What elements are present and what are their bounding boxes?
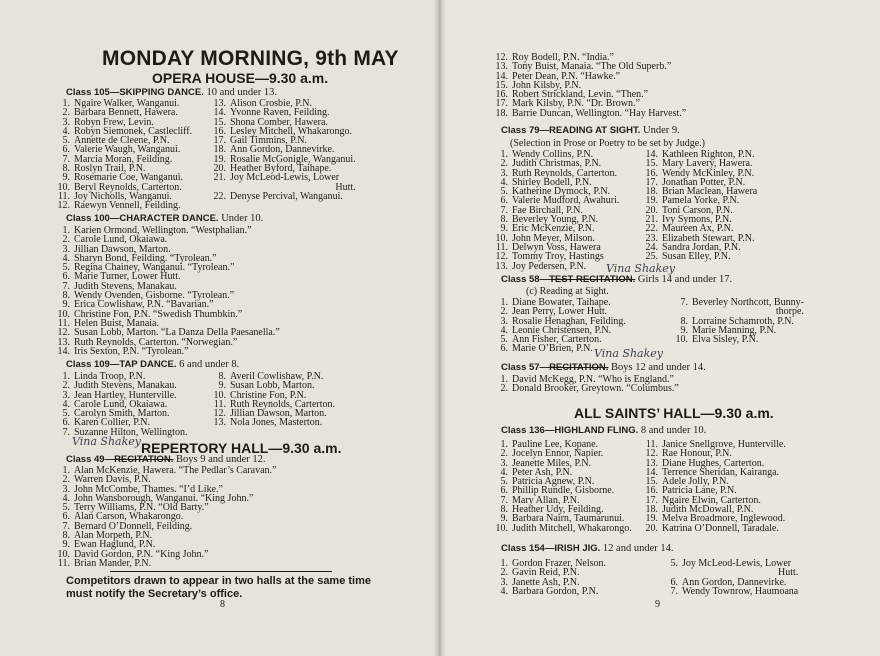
list-item: 1. Gordon Frazer, Nelson. <box>500 558 607 569</box>
list-item: 4. John Wansborough, Wanganui. “King John.” <box>62 492 254 504</box>
list-item: 7. Bernard O’Donnell, Feilding. <box>62 520 193 532</box>
class-79-list-right <box>642 150 757 262</box>
list-item: 1. David McKegg, P.N. “Who is England.” <box>500 374 674 385</box>
list-item: 21. Joy McLeod-Lewis, Lower <box>213 172 340 184</box>
list-item: 4. Sharyn Bond, Feilding. “Tyrolean.” <box>62 252 217 264</box>
list-item: 13. Nola Jones, Masterton. <box>213 417 323 429</box>
list-item: 2. Jean Perry, Lower Hutt. <box>500 306 608 318</box>
class-105-list-left <box>54 99 192 211</box>
list-item: Hutt. <box>335 181 356 193</box>
list-item: 3. Rosalie Henaghan, Feilding. <box>500 315 626 327</box>
list-item: 6. Karen Collier, P.N. <box>62 417 150 429</box>
list-item: 11. Delwyn Voss, Hawera <box>495 241 601 253</box>
list-item: 16. Lesley Mitchell, Whakarongo. <box>213 125 353 137</box>
list-item: 25. Susan Elley, P.N. <box>645 251 731 263</box>
list-item: 9. Ewan Haglund, P.N. <box>62 539 156 551</box>
list-item: 10. Christine Fon, P.N. “Swedish Thumbkin.” <box>57 308 243 320</box>
list-item: 3. Jeanette Miles, P.N. <box>500 457 592 469</box>
list-item: 9. Barbara Nairn, Taumarunui. <box>500 513 625 525</box>
list-item: 4. Barbara Gordon, P.N. <box>500 585 599 597</box>
class-100-list <box>54 226 280 356</box>
list-item: 5. Katherine Dymock, P.N. <box>500 186 611 198</box>
list-item: 20. Heather Byford, Taihape. <box>213 163 332 175</box>
list-item: 12. Raewyn Vennell, Feilding. <box>57 200 181 212</box>
list-item: 17. Gail Timmins, P.N. <box>213 135 307 147</box>
list-item: 13. Tony Buist, Manaia. “The Old Superb.” <box>495 61 672 73</box>
list-item: thorpe. <box>775 306 804 318</box>
list-item: 15. John Kilsby, P.N. <box>495 79 582 91</box>
handwritten-signature: Vina Shakey <box>594 347 663 360</box>
class-154-list-left <box>492 559 606 596</box>
list-item: 11. Ruth Reynolds, Carterton. <box>213 398 335 410</box>
list-item: 14. Kathleen Righton, P.N. <box>645 149 755 160</box>
class-109-heading: Class 109—TAP DANCE. 6 and under 8. <box>66 359 240 370</box>
list-item: 17. Jonathan Potter, P.N. <box>645 176 746 188</box>
class-49-continued-list <box>492 53 686 118</box>
divider <box>110 571 332 572</box>
list-item: 2. Carole Lund, Okaiawa. <box>62 234 168 246</box>
list-item: 20. Toni Carson, P.N. <box>645 204 733 216</box>
class-109-list-left <box>54 372 187 437</box>
list-item: 17. Mark Kilsby, P.N. “Dr. Brown.” <box>495 98 640 110</box>
class-154-list-right <box>662 559 798 596</box>
handwritten-signature: Vina Shakey <box>606 262 675 275</box>
list-item: 8. Lorraine Schamroth, P.N. <box>680 315 794 327</box>
list-item: 12. Susan Lobb, Marton. “La Danza Della Paesanella.” <box>57 327 280 339</box>
list-item: 1. Diane Bowater, Taihape. <box>500 297 611 308</box>
list-item: 16. Wendy McKinley, P.N. <box>645 167 755 179</box>
list-item: 7. Suzanne Hilton, Wellington. <box>62 426 188 438</box>
class-154-heading: Class 154—IRISH JIG. 12 and under 14. <box>501 543 674 554</box>
list-item: 3. Jillian Dawson, Marton. <box>62 243 171 255</box>
list-item: Hutt. <box>777 567 799 579</box>
list-item: 6. Alan Carson, Whakarongo. <box>62 511 184 523</box>
list-item: 12. Jillian Dawson, Marton. <box>213 408 327 420</box>
list-item: 19. Rosalie McGonigle, Wanganui. <box>213 153 356 165</box>
list-item: 12. Rae Honour, P.N. <box>645 448 732 460</box>
list-item: 12. Tommy Troy, Hastings <box>495 251 604 263</box>
list-item: 8. Heather Udy, Feilding. <box>500 504 604 516</box>
class-136-list-right <box>642 440 786 533</box>
list-item: 19. Melva Broadmore, Inglewood. <box>645 513 786 525</box>
list-item: 11. Joy Nicholls, Wanganui. <box>57 190 172 202</box>
hall-heading-opera-house: OPERA HOUSE—9.30 a.m. <box>152 70 329 86</box>
list-item: 11. Brian Mander, P.N. <box>57 557 152 569</box>
page-number: 9 <box>655 599 660 610</box>
list-item: 7. Mary Allan, P.N. <box>500 494 580 506</box>
list-item: 7. Judith Stevens, Manakau. <box>62 280 177 292</box>
class-58-list-left <box>492 298 626 354</box>
list-item: 3. Robyn Frew, Levin. <box>62 116 154 128</box>
list-item: 14. Yvonne Raven, Feilding. <box>213 107 330 119</box>
list-item: 5. Regina Chainey, Wanganui. “Tyrolean.” <box>62 262 235 274</box>
list-item: 6. Valerie Mudford, Awahuri. <box>500 195 620 207</box>
list-item: 2. Barbara Bennett, Hawera. <box>62 107 178 119</box>
list-item: 4. Shirley Bodell, P.N. <box>500 176 592 188</box>
list-item: 2. Gavin Reid, P.N. <box>500 567 580 579</box>
list-item: 12. Roy Bodell, P.N. “India.” <box>495 52 614 63</box>
notice: Competitors drawn to appear in two halls at the same time must notify the Secretary’s office. <box>66 575 372 600</box>
list-item: 9. Eric McKenzie, P.N. <box>500 223 595 235</box>
list-item: 2. Donald Brooker, Greytown. “Columbus.” <box>500 383 679 395</box>
list-item: 6. Phillip Rundle, Gisborne. <box>500 485 615 497</box>
list-item: 11. Helen Buist, Manaia. <box>57 317 159 329</box>
list-item: 5. Carolyn Smith, Marton. <box>62 408 170 420</box>
list-item: 13. Alison Crosbie, P.N. <box>213 98 312 109</box>
list-item: 23. Elizabeth Stewart, P.N. <box>645 232 755 244</box>
hall-heading-all-saints-hall: ALL SAINTS’ HALL—9.30 a.m. <box>574 405 774 421</box>
list-item: 5. Joy McLeod-Lewis, Lower <box>670 558 792 569</box>
page-number: 8 <box>220 599 225 610</box>
list-item: 4. Robyn Siemonek, Castlecliff. <box>62 125 193 137</box>
list-item: 22. Denyse Percival, Wanganui. <box>213 190 343 202</box>
list-item: 6. Valerie Waugh, Wanganui. <box>62 144 181 156</box>
list-item: 3. Jean Hartley, Hunterville. <box>62 389 177 401</box>
list-item: 9. Rosemarie Coe, Wanganui. <box>62 172 183 184</box>
class-79-heading: Class 79—READING AT SIGHT. Under 9. <box>501 125 680 136</box>
class-105-list-right <box>210 99 356 201</box>
list-item: 8. Averil Cowlishaw, P.N. <box>218 371 324 382</box>
list-item: 18. Barrie Duncan, Wellington. “Hay Harvest.” <box>495 107 687 119</box>
list-item: 8. Alan Morpeth, P.N. <box>62 530 153 542</box>
list-item: 10. Judith Mitchell, Whakarongo. <box>495 522 632 534</box>
hall-heading-repertory-hall: REPERTORY HALL—9.30 a.m. <box>141 440 342 456</box>
list-item: 11. Janice Snellgrove, Hunterville. <box>645 439 786 450</box>
list-item: 2. Judith Stevens, Manakau. <box>62 380 177 392</box>
list-item: 15. Shona Comber, Hawera. <box>213 116 328 128</box>
class-79-note: (Selection in Prose or Poetry to be set by Judge.) <box>510 138 705 149</box>
class-58-list-right <box>672 298 804 344</box>
list-item: 22. Maureen Ax, P.N. <box>645 223 734 235</box>
list-item: 5. Ann Fisher, Carterton. <box>500 334 602 346</box>
list-item: 7. Wendy Townrow, Haumoana <box>670 585 799 597</box>
class-57-list <box>492 375 679 394</box>
list-item: 1. Ngaire Walker, Wanganui. <box>62 98 180 109</box>
list-item: 16. Patricia Lane, P.N. <box>645 485 737 497</box>
list-item: 7. Fae Birchall, P.N. <box>500 204 583 216</box>
list-item: 14. Iris Sexton, P.N. “Tyrolean.” <box>57 345 189 357</box>
class-105-heading: Class 105—SKIPPING DANCE. 10 and under 13. <box>66 87 278 98</box>
list-item: 6. Ann Gordon, Dannevirke. <box>670 576 787 588</box>
list-item: 10. David Gordon, P.N. “King John.” <box>57 548 209 560</box>
class-49-heading: Class 49—RECITATION. Boys 9 and under 12. <box>66 454 266 465</box>
list-item: 17. Ngaire Elwin, Carterton. <box>645 494 761 506</box>
class-136-list-left <box>492 440 632 533</box>
page-title: MONDAY MORNING, 9th MAY <box>102 47 399 70</box>
class-100-heading: Class 100—CHARACTER DANCE. Under 10. <box>66 213 264 224</box>
book-gutter <box>434 0 446 656</box>
list-item: 9. Marie Manning, P.N. <box>680 324 777 336</box>
list-item: 7. Marcia Moran, Feilding. <box>62 153 173 165</box>
list-item: 4. Leonie Christensen, P.N. <box>500 324 612 336</box>
list-item: 7. Beverley Northcott, Bunny- <box>680 297 804 308</box>
list-item: 4. Carole Lund, Okaiawa. <box>62 398 168 410</box>
list-item: 8. Beverley Young, P.N. <box>500 214 599 226</box>
list-item: 8. Roslyn Trail, P.N. <box>62 163 146 175</box>
list-item: 10. Elva Sisley, P.N. <box>675 334 759 346</box>
class-49-list <box>54 466 277 568</box>
list-item: 3. John McCombe, Thames. “I’d Like.” <box>62 483 223 495</box>
list-item: 6. Marie O’Brien, P.N. <box>500 343 593 355</box>
list-item: 3. Ruth Reynolds, Carterton. <box>500 167 617 179</box>
list-item: 14. Peter Dean, P.N. “Hawke.” <box>495 70 621 82</box>
list-item: 10. Christine Fon, P.N. <box>213 389 307 401</box>
class-136-heading: Class 136—HIGHLAND FLING. 8 and under 10. <box>501 425 707 436</box>
class-109-list-right <box>210 372 335 428</box>
list-item: 18. Judith McDowall, P.N. <box>645 504 754 516</box>
list-item: 13. Ruth Reynolds, Carterton. “Norwegian.” <box>57 336 238 348</box>
list-item: 6. Marie Turner, Lower Hutt. <box>62 271 181 283</box>
list-item: 15. Adele Jolly, P.N. <box>645 476 729 488</box>
class-79-list-left <box>492 150 619 271</box>
class-57-heading: Class 57—RECITATION. Boys 12 and under 14. <box>501 362 706 373</box>
list-item: 19. Pamela Yorke, P.N. <box>645 195 740 207</box>
list-item: 10. John Meyer, Milson. <box>495 232 595 244</box>
list-item: 21. Ivy Symons, P.N. <box>645 214 732 226</box>
list-item: 10. Beryl Reynolds, Carterton. <box>57 181 182 193</box>
list-item: 8. Wendy Ovenden, Gisborne. “Tyrolean.” <box>62 290 235 302</box>
list-item: 5. Terry Williams, P.N. “Old Barty.” <box>62 502 209 514</box>
right-page <box>440 0 880 656</box>
list-item: 13. Diane Hughes, Carterton. <box>645 457 765 469</box>
list-item: 9. Susan Lobb, Marton. <box>218 380 315 392</box>
list-item: 4. Peter Ash, P.N. <box>500 466 573 478</box>
list-item: 13. Joy Pedersen, P.N. <box>495 260 587 272</box>
list-item: 24. Sandra Jordan, P.N. <box>645 241 741 253</box>
class-58-note: (c) Reading at Sight. <box>526 286 609 297</box>
list-item: 20. Katrina O’Donnell, Taradale. <box>645 522 779 534</box>
class-58-heading: Class 58—TEST RECITATION. Girls 14 and under 17. <box>501 274 733 285</box>
list-item: 9. Erica Cowlishaw, P.N. “Bavarian.” <box>62 299 214 311</box>
list-item: 18. Ann Gordon, Dannevirke. <box>213 144 335 156</box>
list-item: 1. Pauline Lee, Kopane. <box>500 439 599 450</box>
list-item: 1. Karien Ormond, Wellington. “Westphalian.” <box>62 225 252 236</box>
list-item: 18. Brian Maclean, Hawera <box>645 186 758 198</box>
list-item: 2. Warren Davis, P.N. <box>62 474 151 486</box>
list-item: 5. Annette de Cleene, P.N. <box>62 135 170 147</box>
list-item: 16. Robert Strickland, Levin. “Then.” <box>495 89 649 101</box>
list-item: 1. Wendy Collins, P.N. <box>500 149 594 160</box>
list-item: 14. Terrence Sheridan, Kairanga. <box>645 466 780 478</box>
list-item: 1. Alan McKenzie, Hawera. “The Pedlar’s Caravan.” <box>62 465 277 476</box>
list-item: 2. Jocelyn Ennor, Napier. <box>500 448 604 460</box>
list-item: 5. Patricia Agnew, P.N. <box>500 476 595 488</box>
list-item: 15. Mary Lavery, Hawera. <box>645 158 753 170</box>
list-item: 2. Judith Christmas, P.N. <box>500 158 602 170</box>
handwritten-signature: Vina Shakey <box>72 435 141 448</box>
list-item: 3. Janette Ash, P.N. <box>500 576 580 588</box>
list-item: 1. Linda Troop, P.N. <box>62 371 146 382</box>
